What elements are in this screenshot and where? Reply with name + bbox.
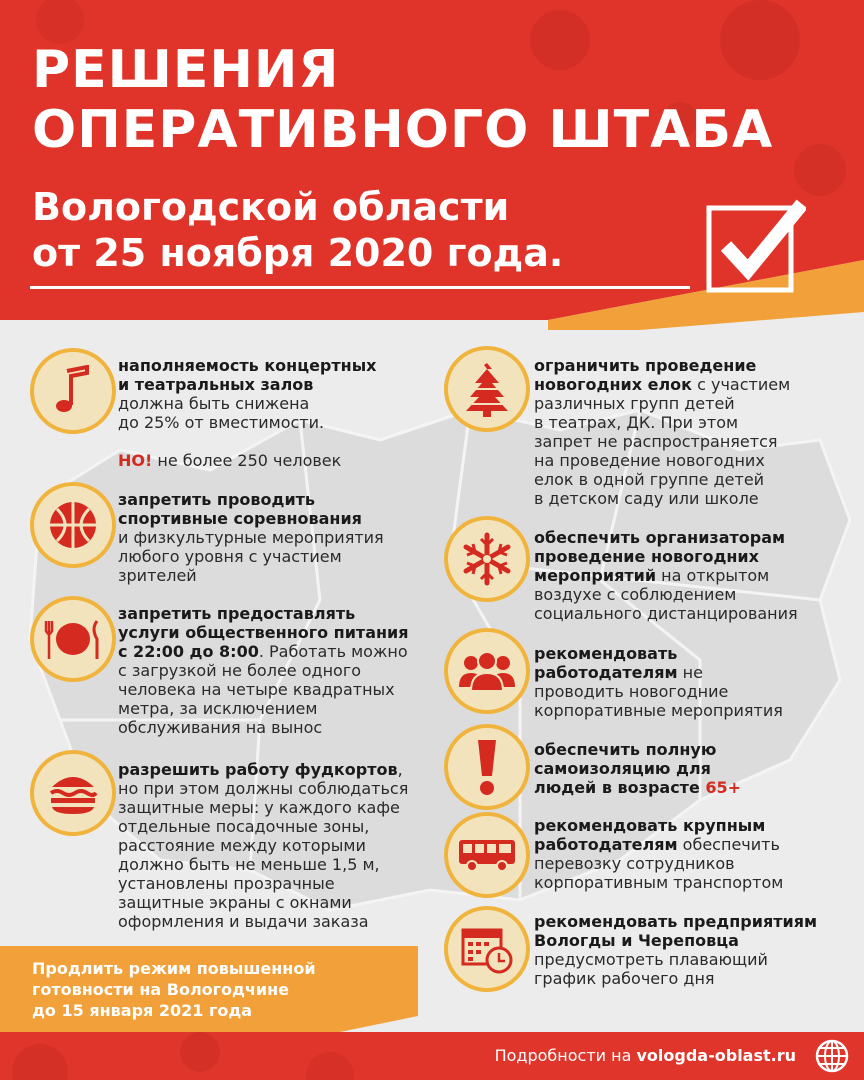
- no-corporate-parties-item: рекомендовать работодателям не проводить новогодние корпоративные мероприятия: [534, 644, 783, 720]
- corporate-transport-item: рекомендовать крупным работодателям обеспечить перевозку сотрудников корпоративным транспортом: [534, 816, 784, 892]
- self-isolation-item: обеспечить полную самоизоляцию для людей в возрасте 65+: [534, 740, 742, 797]
- bus-icon: [444, 812, 530, 898]
- basketball-icon: [30, 482, 116, 568]
- page-subtitle: [32, 184, 563, 276]
- plate-cutlery-icon: [30, 596, 116, 682]
- exclamation-icon: [444, 724, 530, 810]
- header-divider: [30, 286, 690, 289]
- catering-item: запретить предоставлять услуги общественного питания с 22:00 до 8:00. Работать можно с загрузкой не более одного человека на четыре квадратных метра, за исключением обслуживания на вынос: [118, 604, 409, 737]
- age-threshold: 65+: [705, 778, 742, 797]
- flexible-schedule-item: рекомендовать предприятиям Вологды и Череповца предусмотреть плавающий график рабочего дня: [534, 912, 818, 988]
- title-line-2: ОПЕРАТИВНОГО ШТАБА: [32, 100, 774, 160]
- concert-halls-item: наполняемость концертных и театральных залов должна быть снижена до 25% от вместимости. НО! не более 250 человек: [118, 356, 377, 470]
- footer-bar: [0, 1032, 864, 1080]
- subtitle-line-1: Вологодской области: [32, 185, 510, 229]
- promo-banner: Продлить режим повышенной готовности на Вологодчине до 15 января 2021 года: [32, 959, 316, 1020]
- globe-icon: [814, 1038, 850, 1074]
- footer-link[interactable]: Подробности на vologda-oblast.ru: [494, 1046, 796, 1065]
- new-year-trees-item: ограничить проведение новогодних елок с участием различных групп детей в театрах, ДК. При этом запрет не распространяется на проведение новогодних елок в одной группе детей в детском саду или школе: [534, 356, 791, 508]
- christmas-tree-icon: [444, 346, 530, 432]
- subtitle-line-2: от 25 ноября 2020 года.: [32, 231, 564, 275]
- checkmark-box-icon: [706, 198, 806, 294]
- snowflake-icon: [444, 516, 530, 602]
- page-title: [32, 40, 773, 160]
- outdoor-events-item: обеспечить организаторам проведение новогодних мероприятий на открытом воздухе с соблюдением социального дистанцирования: [534, 528, 798, 623]
- title-line-1: РЕШЕНИЯ: [32, 40, 340, 100]
- food-courts-item: разрешить работу фудкортов, но при этом должны соблюдаться защитные меры: у каждого кафе отдельные посадочные зоны, расстояние между которыми должно быть не меньше 1,5 м, установлены прозрачные защитные экраны с окнами оформления и выдачи заказа: [118, 760, 409, 931]
- sports-ban-item: запретить проводить спортивные соревнования и физкультурные мероприятия любого уровня с участием зрителей: [118, 490, 384, 585]
- calendar-clock-icon: [444, 906, 530, 992]
- people-group-icon: [444, 628, 530, 714]
- burger-icon: [30, 750, 116, 836]
- music-note-icon: [30, 348, 116, 434]
